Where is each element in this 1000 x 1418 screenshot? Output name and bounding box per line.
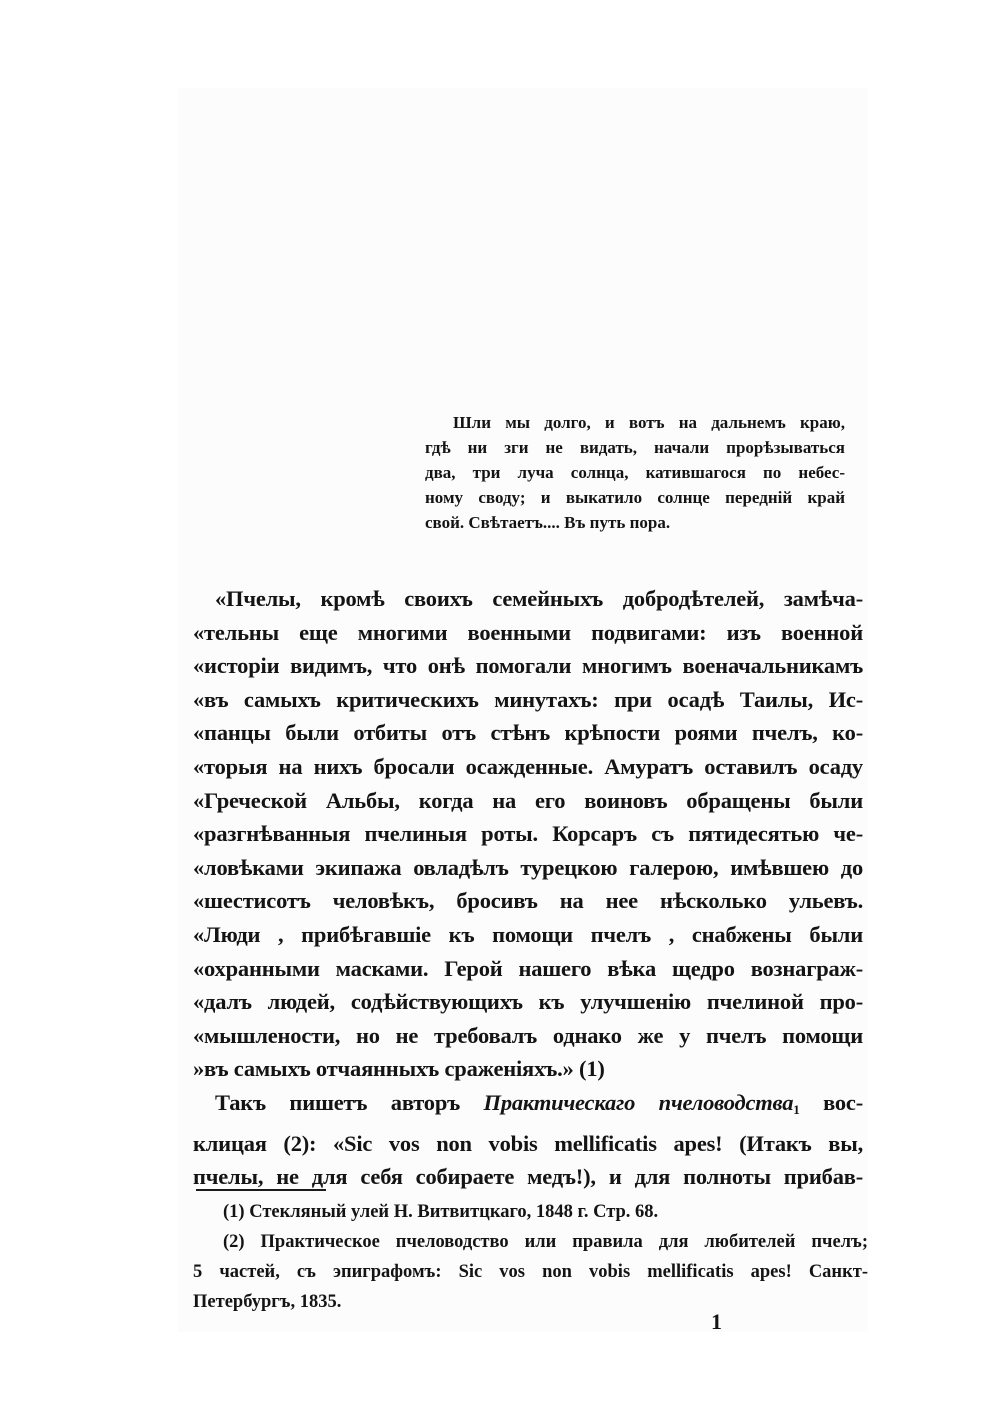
epigraph-line: ному своду; и выкатило солнце передній край — [425, 488, 845, 507]
footnote-divider — [196, 1189, 326, 1191]
text-run: вос- — [799, 1089, 863, 1115]
epigraph-line: Шли мы долго, и вотъ на дальнемъ краю, — [453, 413, 845, 432]
text-line — [193, 1086, 863, 1127]
text-line: «ловѣками экипажа овладѣлъ турецкою галерою, имѣвшею до — [193, 854, 863, 880]
text-line: «Люди , прибѣгавшіе къ помощи пчелъ , снабжены были — [193, 921, 863, 947]
main-text — [193, 582, 863, 1194]
subscript-marker: 1 — [793, 1101, 800, 1117]
footnote-2-line: 5 частей, съ эпиграфомъ: Sic vos non vobis mellificatis apes! Санкт- — [193, 1262, 868, 1282]
text-line: «тельны еще многими военными подвигами: изъ военной — [193, 619, 863, 645]
footnote-1: (1) Стекляный улей Н. Витвитцкаго, 1848 г. Стр. 68. — [223, 1202, 659, 1222]
text-line: «далъ людей, содѣйствующихъ къ улучшенію пчелиной про- — [193, 989, 863, 1015]
epigraph-line: гдѣ ни зги не видать, начали прорѣзываться — [425, 438, 845, 457]
text-line: клицая (2): «Sic vos non vobis mellificatis apes! (Итакъ вы, — [193, 1130, 863, 1156]
book-title-italic: Практическаго пчеловодства — [483, 1089, 794, 1115]
text-line: «въ самыхъ критическихъ минутахъ: при осадѣ Таилы, Ис- — [193, 686, 863, 712]
text-line: »въ самыхъ отчаянныхъ сраженіяхъ.» (1) — [193, 1056, 605, 1082]
text-line: пчелы, не для себя собираете медъ!), и для полноты прибав- — [193, 1164, 863, 1190]
text-line: «Греческой Альбы, когда на его воиновъ обращены были — [193, 787, 863, 813]
second-paragraph — [193, 1086, 863, 1194]
footnotes — [193, 1197, 868, 1317]
quote-paragraph — [193, 582, 863, 1086]
text-line: «Пчелы, кромѣ своихъ семейныхъ добродѣтелей, замѣча- — [215, 586, 863, 611]
footnote-2-line: (2) Практическое пчеловодство или правила для любителей пчелъ; — [223, 1232, 868, 1252]
text-line: «исторіи видимъ, что онѣ помогали многимъ военачальникамъ — [193, 653, 863, 679]
text-line: «шестисотъ человѣкъ, бросивъ на нее нѣсколько ульевъ. — [193, 888, 863, 914]
text-line: «панцы были отбиты отъ стѣнъ крѣпости роями пчелъ, ко- — [193, 720, 863, 746]
epigraph-line: два, три луча солнца, катившагося по небес- — [425, 463, 845, 482]
text-run: Такъ пишетъ авторъ — [215, 1089, 484, 1115]
footnote-2-line: Петербургъ, 1835. — [193, 1292, 342, 1312]
page-number: 1 — [711, 1309, 722, 1334]
text-line: «охранными масками. Герой нашего вѣка щедро вознаграж- — [193, 955, 863, 981]
text-line: «мышлености, но не требовалъ однако же у пчелъ помощи — [193, 1022, 863, 1048]
epigraph — [425, 410, 845, 535]
text-line: «разгнѣванныя пчелиныя роты. Корсаръ съ пятидесятью че- — [193, 821, 863, 847]
epigraph-line: свой. Свѣтаетъ.... Въ путь пора. — [425, 513, 671, 532]
text-line: «торыя на нихъ бросали осажденные. Амуратъ оставилъ осаду — [193, 753, 863, 779]
